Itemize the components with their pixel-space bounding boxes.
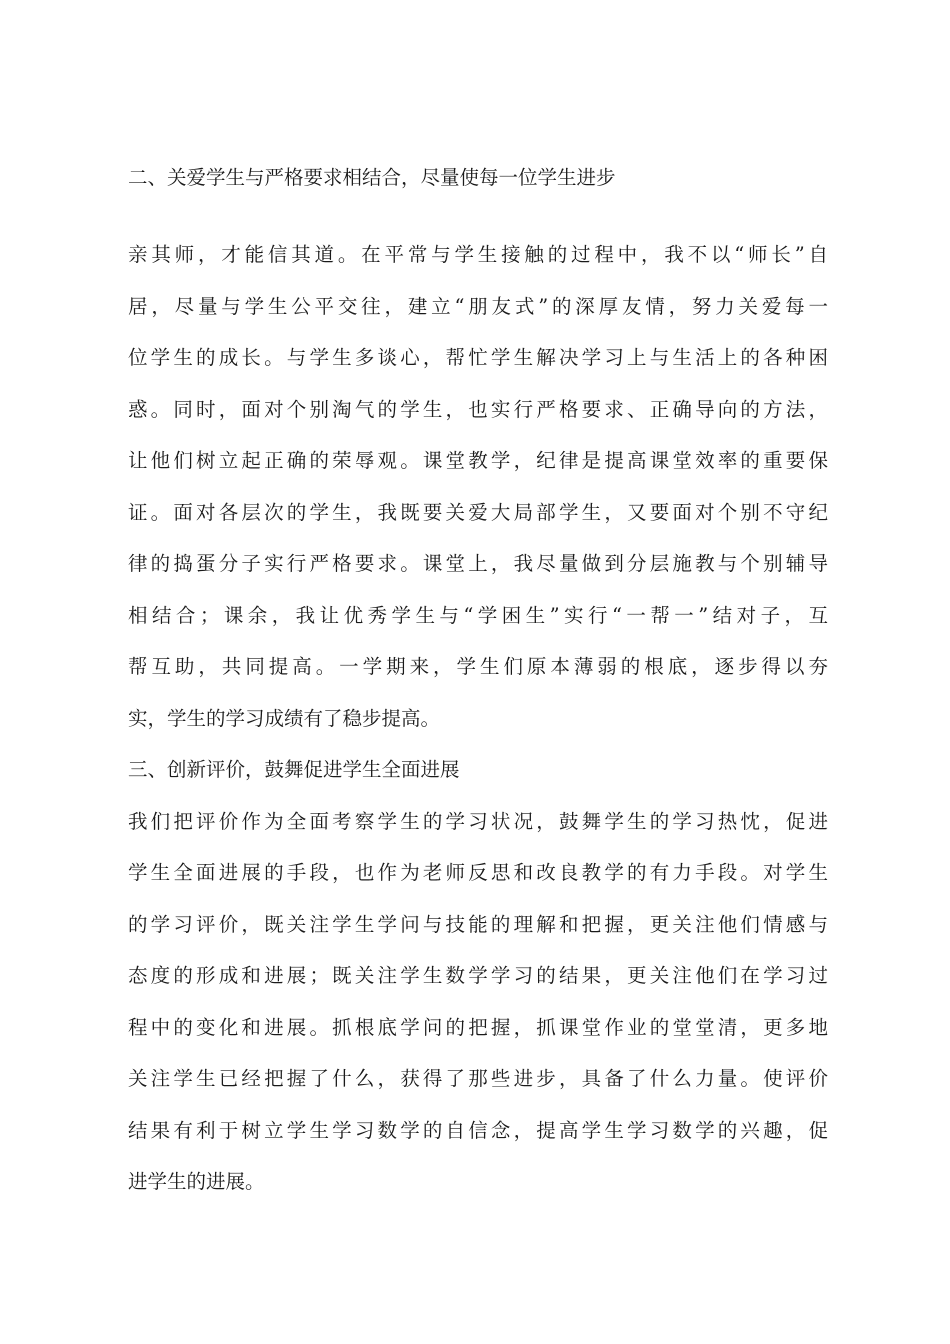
paragraph-line: 实，学生的学习成绩有了稳步提高。	[128, 707, 441, 730]
paragraph-line: 的学习评价，既关注学生学问与技能的理解和把握，更关注他们情感与	[128, 913, 828, 936]
paragraph-line: 态度的形成和进展；既关注学生数学学习的结果，更关注他们在学习过	[128, 964, 828, 987]
section-heading-2: 二、关爱学生与严格要求相结合，尽量使每一位学生进步	[128, 166, 616, 189]
paragraph-line: 位学生的成长。与学生多谈心，帮忙学生解决学习上与生活上的各种困	[128, 346, 828, 369]
paragraph-line: 关注学生已经把握了什么，获得了那些进步，具备了什么力量。使评价	[128, 1067, 828, 1090]
paragraph-line: 相结合；课余，我让优秀学生与“学困生”实行“一帮一”结对子，互	[128, 604, 828, 627]
paragraph-line: 律的捣蛋分子实行严格要求。课堂上，我尽量做到分层施教与个别辅导	[128, 552, 828, 575]
section-heading-3: 三、创新评价，鼓舞促进学生全面进展	[128, 758, 460, 781]
paragraph-line: 亲其师，才能信其道。在平常与学生接触的过程中，我不以“师长”自	[128, 243, 828, 266]
paragraph-line: 进学生的进展。	[128, 1170, 265, 1193]
paragraph-line: 程中的变化和进展。抓根底学问的把握，抓课堂作业的堂堂清，更多地	[128, 1016, 828, 1039]
paragraph-line: 学生全面进展的手段，也作为老师反思和改良教学的有力手段。对学生	[128, 861, 828, 884]
paragraph-line: 结果有利于树立学生学习数学的自信念，提高学生学习数学的兴趣，促	[128, 1119, 828, 1142]
paragraph-line: 帮互助，共同提高。一学期来，学生们原本薄弱的根底，逐步得以夯	[128, 655, 828, 678]
paragraph-line: 证。面对各层次的学生，我既要关爱大局部学生，又要面对个别不守纪	[128, 501, 828, 524]
paragraph-line: 我们把评价作为全面考察学生的学习状况，鼓舞学生的学习热忱，促进	[128, 810, 828, 833]
paragraph-line: 惑。同时，面对个别淘气的学生，也实行严格要求、正确导向的方法，	[128, 398, 828, 421]
paragraph-line: 让他们树立起正确的荣辱观。课堂教学，纪律是提高课堂效率的重要保	[128, 449, 828, 472]
paragraph-line: 居，尽量与学生公平交往，建立“朋友式”的深厚友情，努力关爱每一	[128, 295, 828, 318]
